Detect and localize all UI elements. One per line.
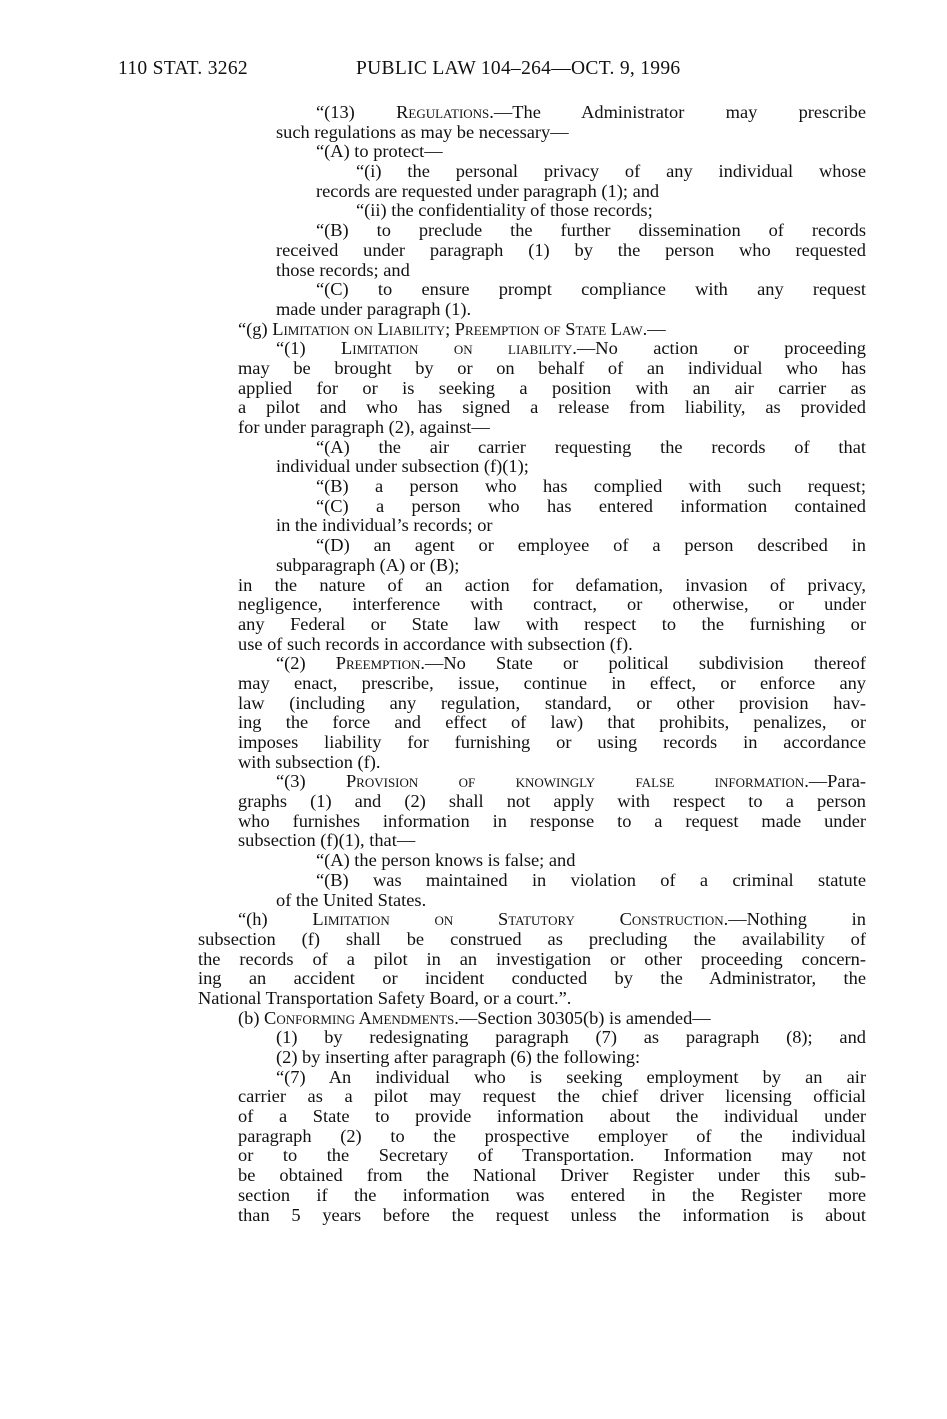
text-line (238, 1028, 866, 1048)
section-heading: Provision of knowingly false information (345, 771, 805, 792)
text-run: imposes liability for furnishing or using records in accordance (238, 732, 866, 752)
text-line (238, 1186, 866, 1206)
text-line (238, 162, 866, 182)
text-line (238, 1166, 866, 1186)
text-line (238, 1068, 866, 1088)
text-run: of the United States. (276, 889, 427, 910)
text-line (238, 123, 866, 143)
text-line (238, 792, 866, 812)
text-run: .—The Administrator may prescribe (489, 102, 867, 122)
text-run: .— (642, 318, 666, 339)
text-line (238, 182, 866, 202)
text-run: law (including any regulation, standard, or other provision hav- (238, 692, 866, 713)
text-line (238, 831, 866, 851)
text-run: (2) by inserting after paragraph (6) the following: (276, 1047, 641, 1067)
section-heading: Limitation on liability (341, 338, 573, 359)
text-run: “(A) to protect— (316, 141, 443, 162)
text-run: received under paragraph (1) by the person who requested (276, 239, 866, 260)
text-line (238, 379, 866, 399)
text-run: (1) by redesignating paragraph (7) as paragraph (8); and (276, 1027, 866, 1048)
text-run: .—Para- (804, 771, 866, 792)
text-line (238, 753, 866, 773)
text-run: “(1) (276, 338, 342, 359)
text-run: ing an accident or incident conducted by the Administrator, the (198, 968, 866, 989)
text-run: or to the Secretary of Transportation. Information may not (238, 1145, 866, 1166)
text-line (238, 576, 866, 596)
text-line (198, 950, 866, 970)
text-run: National Transportation Safety Board, or a court.”. (198, 987, 572, 1008)
text-run: “(A) the air carrier requesting the records of that (316, 436, 866, 457)
text-line (238, 477, 866, 497)
text-line (238, 339, 866, 359)
text-run: subparagraph (A) or (B); (276, 554, 460, 575)
text-run: .—No action or proceeding (572, 338, 866, 359)
text-line (238, 438, 866, 458)
text-run: who furnishes information in response to a request made under (238, 810, 866, 831)
text-run: be obtained from the National Driver Register under this sub- (238, 1165, 866, 1186)
text-line (238, 1048, 866, 1068)
text-run: made under paragraph (1). (276, 298, 472, 319)
text-run: “(g) (238, 318, 273, 339)
text-run: graphs (1) and (2) shall not apply with respect to a person (238, 791, 866, 812)
text-line (238, 556, 866, 576)
text-run: “(C) a person who has entered information contained (316, 495, 866, 516)
text-line (238, 910, 866, 930)
text-run: “(B) was maintained in violation of a criminal statute (316, 869, 866, 890)
text-run: .—Section 30305(b) is amended— (454, 1007, 711, 1028)
text-line (238, 320, 866, 340)
text-line (238, 713, 866, 733)
text-run: of a State to provide information about the individual under (238, 1106, 866, 1127)
text-run: “(A) the person knows is false; and (316, 850, 576, 871)
text-run: negligence, interference with contract, or otherwise, or under (238, 594, 866, 615)
text-line (238, 142, 866, 162)
text-run: “(B) a person who has complied with such request; (316, 476, 866, 497)
text-run: applied for or is seeking a position with an air carrier as (238, 377, 866, 398)
text-run: “(2) (276, 653, 336, 674)
text-run: subsection (f)(1), that— (238, 830, 416, 851)
text-run: individual under subsection (f)(1); (276, 456, 529, 477)
text-run: “(7) An individual who is seeking employment by an air (276, 1066, 866, 1087)
text-line (238, 871, 866, 891)
text-run: than 5 years before the request unless the information is about (238, 1204, 866, 1225)
text-run: may enact, prescribe, issue, continue in effect, or enforce any (238, 672, 866, 693)
text-run: ing the force and effect of law) that prohibits, penalizes, or (238, 712, 866, 733)
text-line (238, 241, 866, 261)
text-line (238, 457, 866, 477)
text-run: paragraph (2) to the prospective employer of the individual (238, 1125, 866, 1146)
text-line (238, 280, 866, 300)
text-line (238, 733, 866, 753)
text-run: records are requested under paragraph (1); and (316, 180, 660, 201)
text-run: “(i) the personal privacy of any individual whose (356, 161, 866, 182)
text-run: “(C) to ensure prompt compliance with any request (316, 279, 866, 300)
text-line (238, 812, 866, 832)
section-heading: Preemption (335, 653, 421, 674)
text-line (238, 615, 866, 635)
statute-page-number: 110 STAT. 3262 (118, 58, 248, 79)
text-line (238, 1127, 866, 1147)
text-line (238, 103, 866, 123)
text-line (238, 300, 866, 320)
text-run: .—Nothing in (723, 909, 866, 930)
section-heading: Regulations (396, 102, 490, 122)
text-run: for under paragraph (2), against— (238, 417, 490, 437)
text-run: “(h) (238, 909, 313, 930)
text-line (238, 1107, 866, 1127)
text-run: “(D) an agent or employee of a person described in (316, 535, 866, 556)
section-heading: Conforming Amendments (264, 1007, 455, 1028)
text-line (198, 969, 866, 989)
public-law-citation: PUBLIC LAW 104–264—OCT. 9, 1996 (356, 58, 681, 79)
text-line (238, 851, 866, 871)
text-line (238, 398, 866, 418)
text-line (238, 516, 866, 536)
text-line (238, 497, 866, 517)
statute-body-text (198, 102, 867, 1225)
text-line (238, 201, 866, 221)
text-line (238, 674, 866, 694)
section-heading: Limitation on Liability; Preemption of State Law (272, 318, 643, 339)
text-run: such regulations as may be necessary— (276, 121, 569, 142)
text-run: “(13) (316, 102, 397, 122)
section-heading: Limitation on Statutory Construction (312, 909, 724, 930)
text-line (238, 221, 866, 241)
text-run: any Federal or State law with respect to the furnishing or (238, 613, 866, 634)
text-run: “(ii) the confidentiality of those records; (356, 200, 653, 221)
text-line (198, 989, 866, 1009)
text-run: in the nature of an action for defamation, invasion of privacy, (238, 574, 866, 595)
text-run: use of such records in accordance with subsection (f). (238, 633, 633, 654)
text-line (238, 891, 866, 911)
text-run: “(B) to preclude the further dissemination of records (316, 220, 866, 241)
text-run: (b) (238, 1007, 265, 1028)
text-run: subsection (f) shall be construed as precluding the availability of (198, 928, 866, 949)
text-line (238, 1206, 866, 1226)
text-line (238, 694, 866, 714)
text-run: “(3) (276, 771, 346, 792)
text-run: in the individual’s records; or (276, 515, 493, 536)
text-line (238, 359, 866, 379)
text-run: may be brought by or on behalf of an individual who has (238, 357, 866, 378)
text-line (238, 1009, 866, 1029)
running-header (118, 58, 878, 88)
text-line (238, 595, 866, 615)
text-line (238, 261, 866, 281)
text-run: carrier as a pilot may request the chief driver licensing official (238, 1086, 866, 1107)
text-line (238, 1087, 866, 1107)
text-run: .—No State or political subdivision thereof (420, 653, 866, 674)
text-run: with subsection (f). (238, 751, 381, 772)
text-line (238, 1146, 866, 1166)
text-run: those records; and (276, 259, 410, 280)
text-line (238, 635, 866, 655)
text-line (238, 772, 866, 792)
text-line (238, 418, 866, 438)
text-run: section if the information was entered in the Register more (238, 1184, 866, 1205)
text-line (238, 536, 866, 556)
text-run: a pilot and who has signed a release from liability, as provided (238, 397, 866, 418)
text-run: the records of a pilot in an investigation or other proceeding concern- (198, 948, 866, 969)
text-line (198, 930, 866, 950)
text-line (238, 654, 866, 674)
